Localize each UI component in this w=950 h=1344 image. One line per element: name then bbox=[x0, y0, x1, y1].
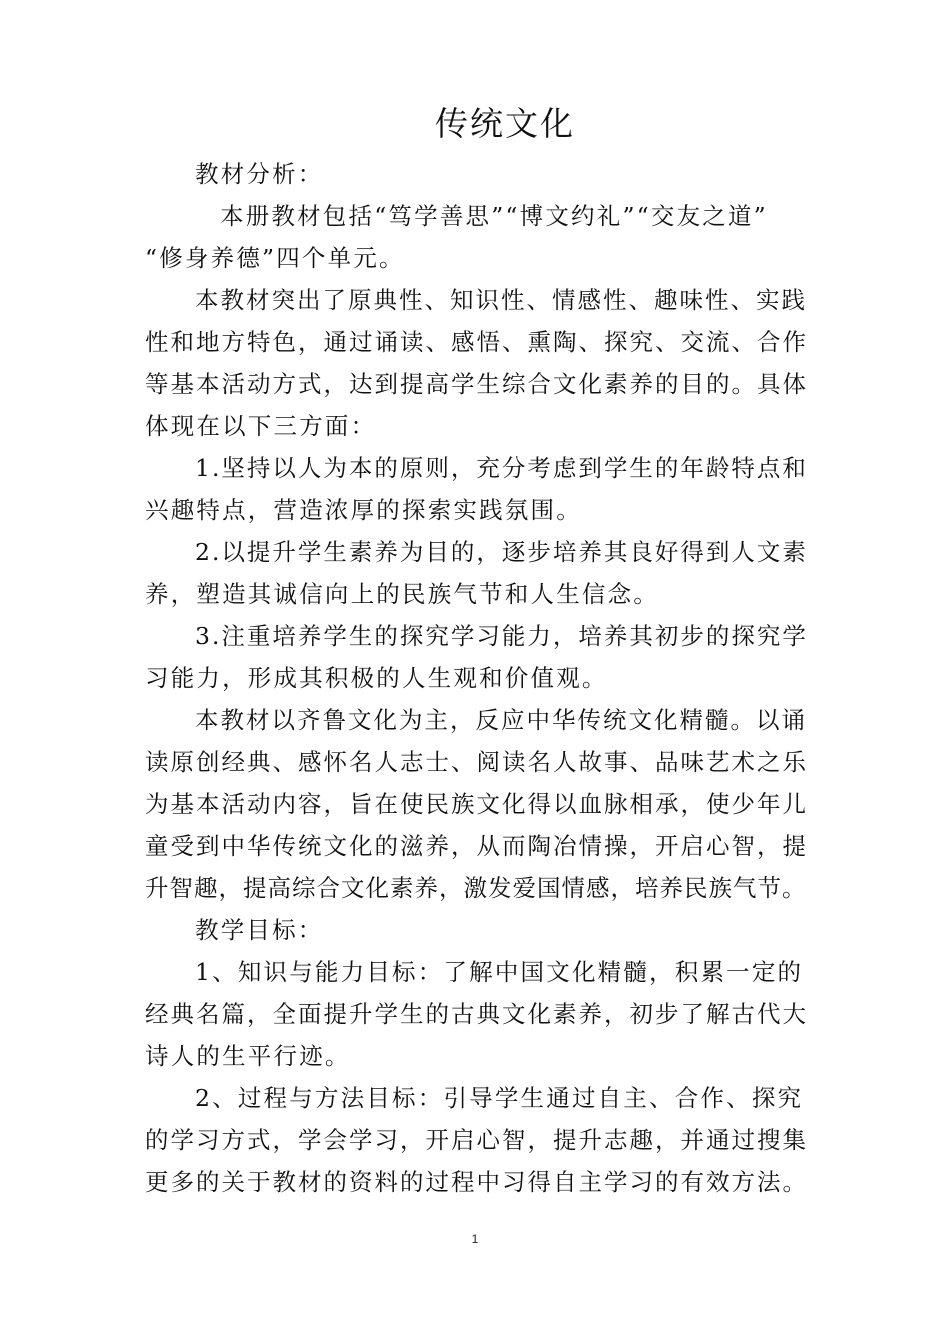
section-heading: 教学目标： bbox=[195, 916, 324, 944]
document-title: 传统文化 bbox=[435, 104, 575, 143]
paragraph-line: 诗人的生平行迹。 bbox=[145, 1042, 351, 1070]
page-number: 1 bbox=[471, 1232, 479, 1246]
paragraph-line: 童受到中华传统文化的滋养，从而陶冶情操，开启心智，提 bbox=[145, 832, 808, 860]
paragraph-line: 更多的关于教材的资料的过程中习得自主学习的有效方法。 bbox=[145, 1168, 808, 1196]
paragraph-line: 1、知识与能力目标：了解中国文化精髓，积累一定的 bbox=[195, 958, 804, 986]
section-heading: 教材分析： bbox=[195, 160, 324, 188]
paragraph-line: 3.注重培养学生的探究学习能力，培养其初步的探究学 bbox=[195, 622, 808, 650]
paragraph-line: 的学习方式，学会学习，开启心智，提升志趣，并通过搜集 bbox=[145, 1126, 808, 1154]
paragraph-line: 养，塑造其诚信向上的民族气节和人生信念。 bbox=[145, 580, 659, 608]
paragraph-line: 本教材以齐鲁文化为主，反应中华传统文化精髓。以诵 bbox=[195, 706, 807, 734]
paragraph-line: 性和地方特色，通过诵读、感悟、熏陶、探究、交流、合作 bbox=[145, 328, 808, 356]
paragraph-line: 经典名篇，全面提升学生的古典文化素养，初步了解古代大 bbox=[145, 1000, 808, 1028]
paragraph-line: 为基本活动内容，旨在使民族文化得以血脉相承，使少年儿 bbox=[145, 790, 808, 818]
paragraph-line: 本册教材包括“笃学善思”“博文约礼”“交友之道” bbox=[220, 202, 768, 230]
paragraph-line: 兴趣特点，营造浓厚的探索实践氛围。 bbox=[145, 496, 582, 524]
paragraph-line: 本教材突出了原典性、知识性、情感性、趣味性、实践 bbox=[195, 286, 807, 314]
paragraph-line: 习能力，形成其积极的人生观和价值观。 bbox=[145, 664, 608, 692]
paragraph-line: 体现在以下三方面： bbox=[145, 412, 377, 440]
paragraph-line: 读原创经典、感怀名人志士、阅读名人故事、品味艺术之乐 bbox=[145, 748, 808, 776]
paragraph-line: “修身养德”四个单元。 bbox=[145, 244, 405, 272]
paragraph-line: 等基本活动方式，达到提高学生综合文化素养的目的。具体 bbox=[145, 370, 808, 398]
paragraph-line: 2.以提升学生素养为目的，逐步培养其良好得到人文素 bbox=[195, 538, 808, 566]
paragraph-line: 升智趣，提高综合文化素养，激发爱国情感，培养民族气节。 bbox=[145, 874, 807, 902]
paragraph-line: 2、过程与方法目标：引导学生通过自主、合作、探究 bbox=[195, 1084, 804, 1112]
paragraph-line: 1.坚持以人为本的原则，充分考虑到学生的年龄特点和 bbox=[195, 454, 808, 482]
